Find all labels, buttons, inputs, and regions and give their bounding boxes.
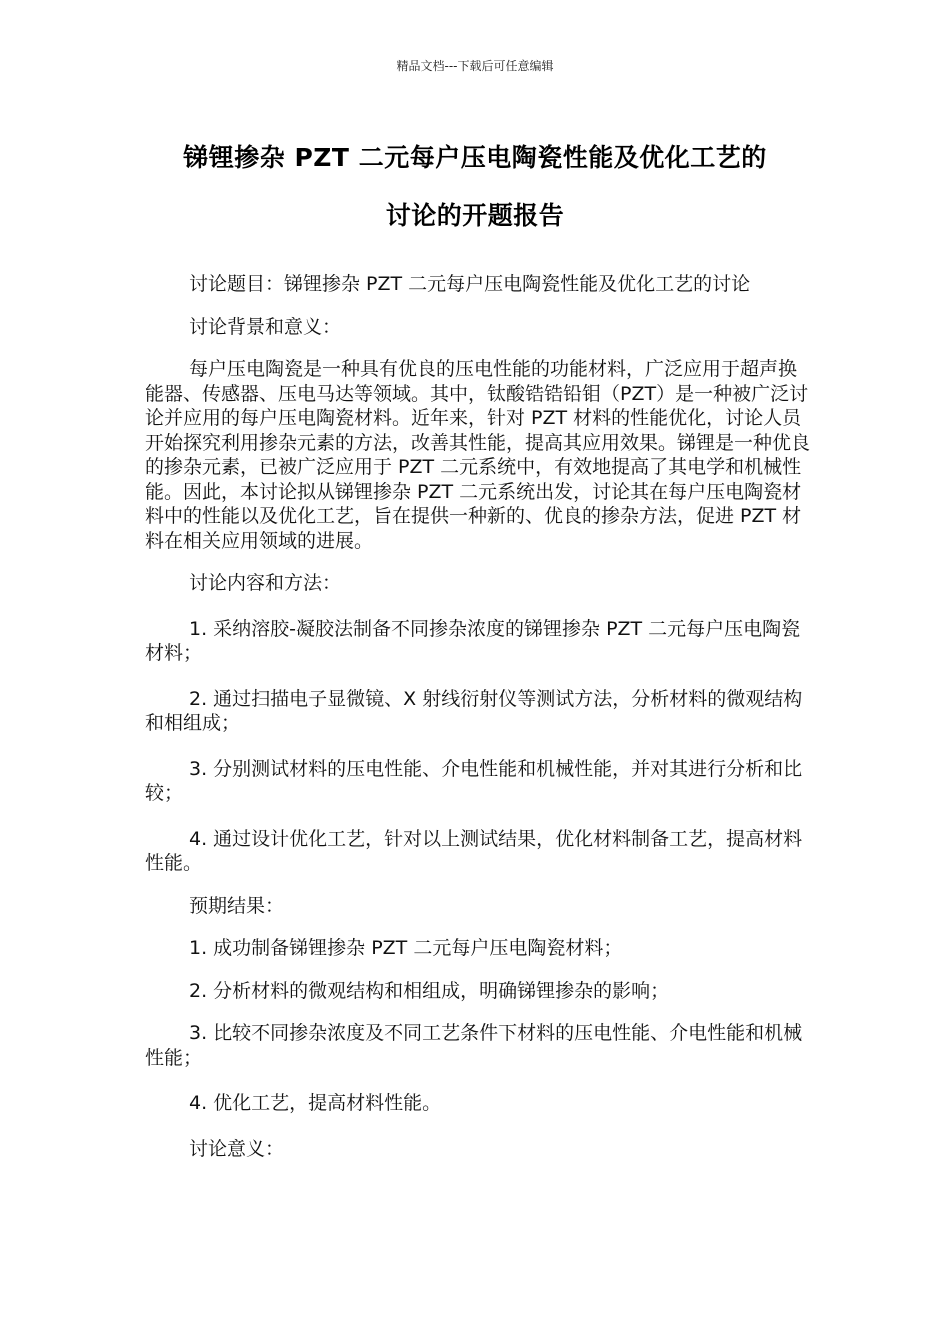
method-item: 1. 采纳溶胶-凝胶法制备不同掺杂浓度的锑锂掺杂 PZT 二元每户压电陶瓷材料； — [145, 617, 801, 664]
result-item: 1. 成功制备锑锂掺杂 PZT 二元每户压电陶瓷材料； — [189, 937, 623, 959]
page-header: 精品文档---下载后可任意编辑 — [396, 59, 554, 73]
background-paragraph: 每户压电陶瓷是一种具有优良的压电性能的功能材料，广泛应用于超声换能器、传感器、压电马达等领域。其中，钛酸锆锆铅钼（PZT）是一种被广泛讨论并应用的每户压电陶瓷材料。近年来，针对 PZT 材料的性能优化，讨论人员开始探究利用掺杂元素的方法，改善其性能，提高其应用效果。锑锂是一种优良的掺杂元素，已被广泛应用于 PZT 二元系统中，有效地提高了其电学和机械性能。因此，本讨论拟从锑锂掺杂 PZT 二元系统出发，讨论其在每户压电陶瓷材料中的性能以及优化工艺，旨在提供一种新的、优良的掺杂方法，促进 PZT 材料在相关应用领域的进展。 — [145, 358, 811, 552]
result-item: 4. 优化工艺，提高材料性能。 — [189, 1092, 442, 1114]
topic-paragraph: 讨论题目：锑锂掺杂 PZT 二元每户压电陶瓷性能及优化工艺的讨论 — [189, 273, 751, 295]
method-item: 4. 通过设计优化工艺，针对以上测试结果，优化材料制备工艺，提高材料性能。 — [145, 827, 803, 874]
document-title-line-1: 锑锂掺杂 PZT 二元每户压电陶瓷性能及优化工艺的 — [183, 143, 767, 172]
document-title-line-2: 讨论的开题报告 — [385, 201, 565, 230]
expected-results-heading: 预期结果： — [189, 894, 285, 917]
result-item: 3. 比较不同掺杂浓度及不同工艺条件下材料的压电性能、介电性能和机械性能； — [145, 1022, 803, 1069]
method-item: 2. 通过扫描电子显微镜、X 射线衍射仪等测试方法，分析材料的微观结构和相组成； — [145, 687, 803, 734]
significance-heading: 讨论意义： — [189, 1137, 285, 1160]
result-item: 2. 分析材料的微观结构和相组成，明确锑锂掺杂的影响； — [189, 979, 670, 1002]
method-item: 3. 分别测试材料的压电性能、介电性能和机械性能，并对其进行分析和比较； — [145, 757, 803, 804]
content-method-heading: 讨论内容和方法： — [189, 572, 342, 594]
background-heading: 讨论背景和意义： — [189, 315, 342, 338]
document-body — [145, 272, 810, 1161]
